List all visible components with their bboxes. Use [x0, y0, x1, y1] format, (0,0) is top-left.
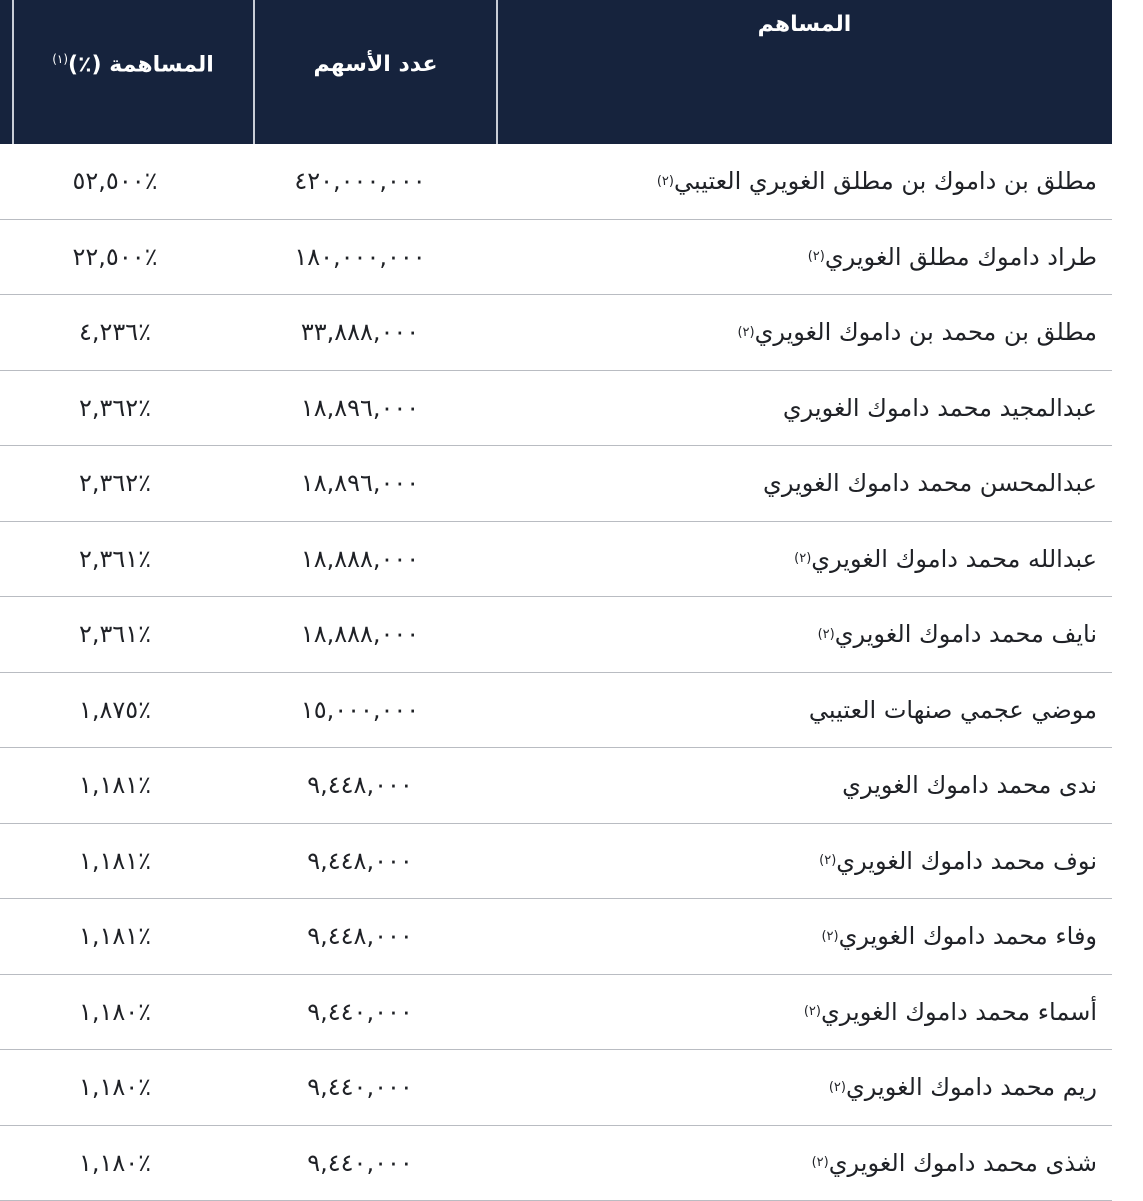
table-row [0, 597, 1112, 673]
shareholders-table-body [0, 144, 1112, 1201]
ownership-percentage: ٪٢,٣٦١ [40, 522, 190, 597]
shareholder-name: وفاء محمد داموك الغويري [839, 922, 1097, 950]
shares-count: ١٨,٨٨٨,٠٠٠ [265, 597, 455, 672]
table-row [0, 673, 1112, 749]
header-shares-label: عدد الأسهم [254, 52, 497, 77]
footnote-mark: (٢) [804, 1004, 821, 1019]
footnote-mark: (٢) [657, 174, 674, 189]
table-row [0, 1050, 1112, 1126]
shareholder-name: طراد داموك مطلق الغويري [825, 243, 1097, 271]
shareholder-name: أسماء محمد داموك الغويري [821, 998, 1097, 1026]
shareholder-name: عبدالمحسن محمد داموك الغويري [763, 469, 1097, 497]
shareholder-name-cell [807, 673, 1097, 748]
header-shareholder-label: المساهم [497, 12, 1112, 37]
ownership-percentage: ٪١,١٨١ [40, 899, 190, 974]
shareholder-name: شذى محمد داموك الغويري [829, 1149, 1097, 1177]
header-divider [496, 0, 498, 144]
ownership-percentage: ٪١,١٨٠ [40, 1126, 190, 1201]
ownership-percentage: ٪١,١٨١ [40, 824, 190, 899]
shares-count: ٤٢٠,٠٠٠,٠٠٠ [265, 144, 455, 219]
shareholder-name-cell [819, 899, 1097, 974]
ownership-percentage: ٪٢٢,٥٠٠ [40, 220, 190, 295]
ownership-percentage: ٪٢,٣٦٢ [40, 371, 190, 446]
shareholder-name-cell [792, 522, 1097, 597]
shareholder-name-cell [806, 220, 1097, 295]
shares-count: ٩,٤٤٨,٠٠٠ [265, 899, 455, 974]
shares-count: ١٨٠,٠٠٠,٠٠٠ [265, 220, 455, 295]
table-row [0, 446, 1112, 522]
table-row [0, 371, 1112, 447]
header-percentage-label: المساهمة (٪) [68, 52, 214, 77]
shareholder-name: مطلق بن محمد بن داموك الغويري [755, 318, 1097, 346]
shareholder-name-cell [810, 1126, 1097, 1201]
shareholder-name-cell [817, 824, 1097, 899]
table-row [0, 295, 1112, 371]
shares-count: ٣٣,٨٨٨,٠٠٠ [265, 295, 455, 370]
header-shares [254, 0, 497, 144]
header-percentage-note: (١) [52, 52, 68, 66]
header-divider [253, 0, 255, 144]
shares-count: ٩,٤٤٨,٠٠٠ [265, 748, 455, 823]
ownership-percentage: ٪٢,٣٦١ [40, 597, 190, 672]
footnote-mark: (٢) [829, 1080, 846, 1095]
table-row [0, 975, 1112, 1051]
shareholder-name-cell [655, 144, 1097, 219]
shareholder-name: موضي عجمي صنهات العتيبي [809, 696, 1097, 724]
shares-count: ١٨,٨٨٨,٠٠٠ [265, 522, 455, 597]
ownership-percentage: ٪١,١٨٠ [40, 975, 190, 1050]
footnote-mark: (٢) [818, 627, 835, 642]
shareholder-name-cell [781, 371, 1097, 446]
table-row [0, 824, 1112, 900]
ownership-percentage: ٪٢,٣٦٢ [40, 446, 190, 521]
ownership-percentage: ٪١,٨٧٥ [40, 673, 190, 748]
footnote-mark: (٢) [821, 929, 838, 944]
ownership-percentage: ٪٥٢,٥٠٠ [40, 144, 190, 219]
shares-count: ١٨,٨٩٦,٠٠٠ [265, 446, 455, 521]
table-header [0, 0, 1112, 144]
shares-count: ١٥,٠٠٠,٠٠٠ [265, 673, 455, 748]
shareholder-name-cell [761, 446, 1097, 521]
shares-count: ٩,٤٤٨,٠٠٠ [265, 824, 455, 899]
table-row [0, 220, 1112, 296]
header-percentage-cell [12, 52, 254, 77]
shareholder-name: نايف محمد داموك الغويري [835, 620, 1097, 648]
shares-count: ٩,٤٤٠,٠٠٠ [265, 1126, 455, 1201]
shareholder-name-cell [827, 1050, 1097, 1125]
table-row [0, 899, 1112, 975]
shares-count: ٩,٤٤٠,٠٠٠ [265, 975, 455, 1050]
table-row [0, 748, 1112, 824]
shareholder-name: ريم محمد داموك الغويري [846, 1073, 1097, 1101]
table-row [0, 144, 1112, 220]
footnote-mark: (٢) [808, 249, 825, 264]
footnote-mark: (٢) [794, 551, 811, 566]
ownership-percentage: ٪١,١٨١ [40, 748, 190, 823]
header-shareholder [497, 0, 1112, 144]
footnote-mark: (٢) [737, 325, 754, 340]
shareholder-name: مطلق بن داموك بن مطلق الغويري العتيبي [674, 167, 1097, 195]
ownership-percentage: ٪٤,٢٣٦ [40, 295, 190, 370]
table-row [0, 1126, 1112, 1201]
table-row [0, 522, 1112, 598]
shareholder-name-cell [735, 295, 1097, 370]
shareholder-name-cell [802, 975, 1097, 1050]
shareholder-name: عبدالله محمد داموك الغويري [811, 545, 1097, 573]
footnote-mark: (٢) [819, 853, 836, 868]
header-percentage [12, 0, 254, 144]
shareholder-name: ندى محمد داموك الغويري [842, 771, 1097, 799]
shares-count: ١٨,٨٩٦,٠٠٠ [265, 371, 455, 446]
shareholder-name: عبدالمجيد محمد داموك الغويري [783, 394, 1097, 422]
shareholder-name-cell [816, 597, 1097, 672]
shares-count: ٩,٤٤٠,٠٠٠ [265, 1050, 455, 1125]
shareholder-name: نوف محمد داموك الغويري [836, 847, 1097, 875]
ownership-percentage: ٪١,١٨٠ [40, 1050, 190, 1125]
footnote-mark: (٢) [812, 1155, 829, 1170]
header-divider [12, 0, 14, 144]
shareholder-name-cell [840, 748, 1097, 823]
